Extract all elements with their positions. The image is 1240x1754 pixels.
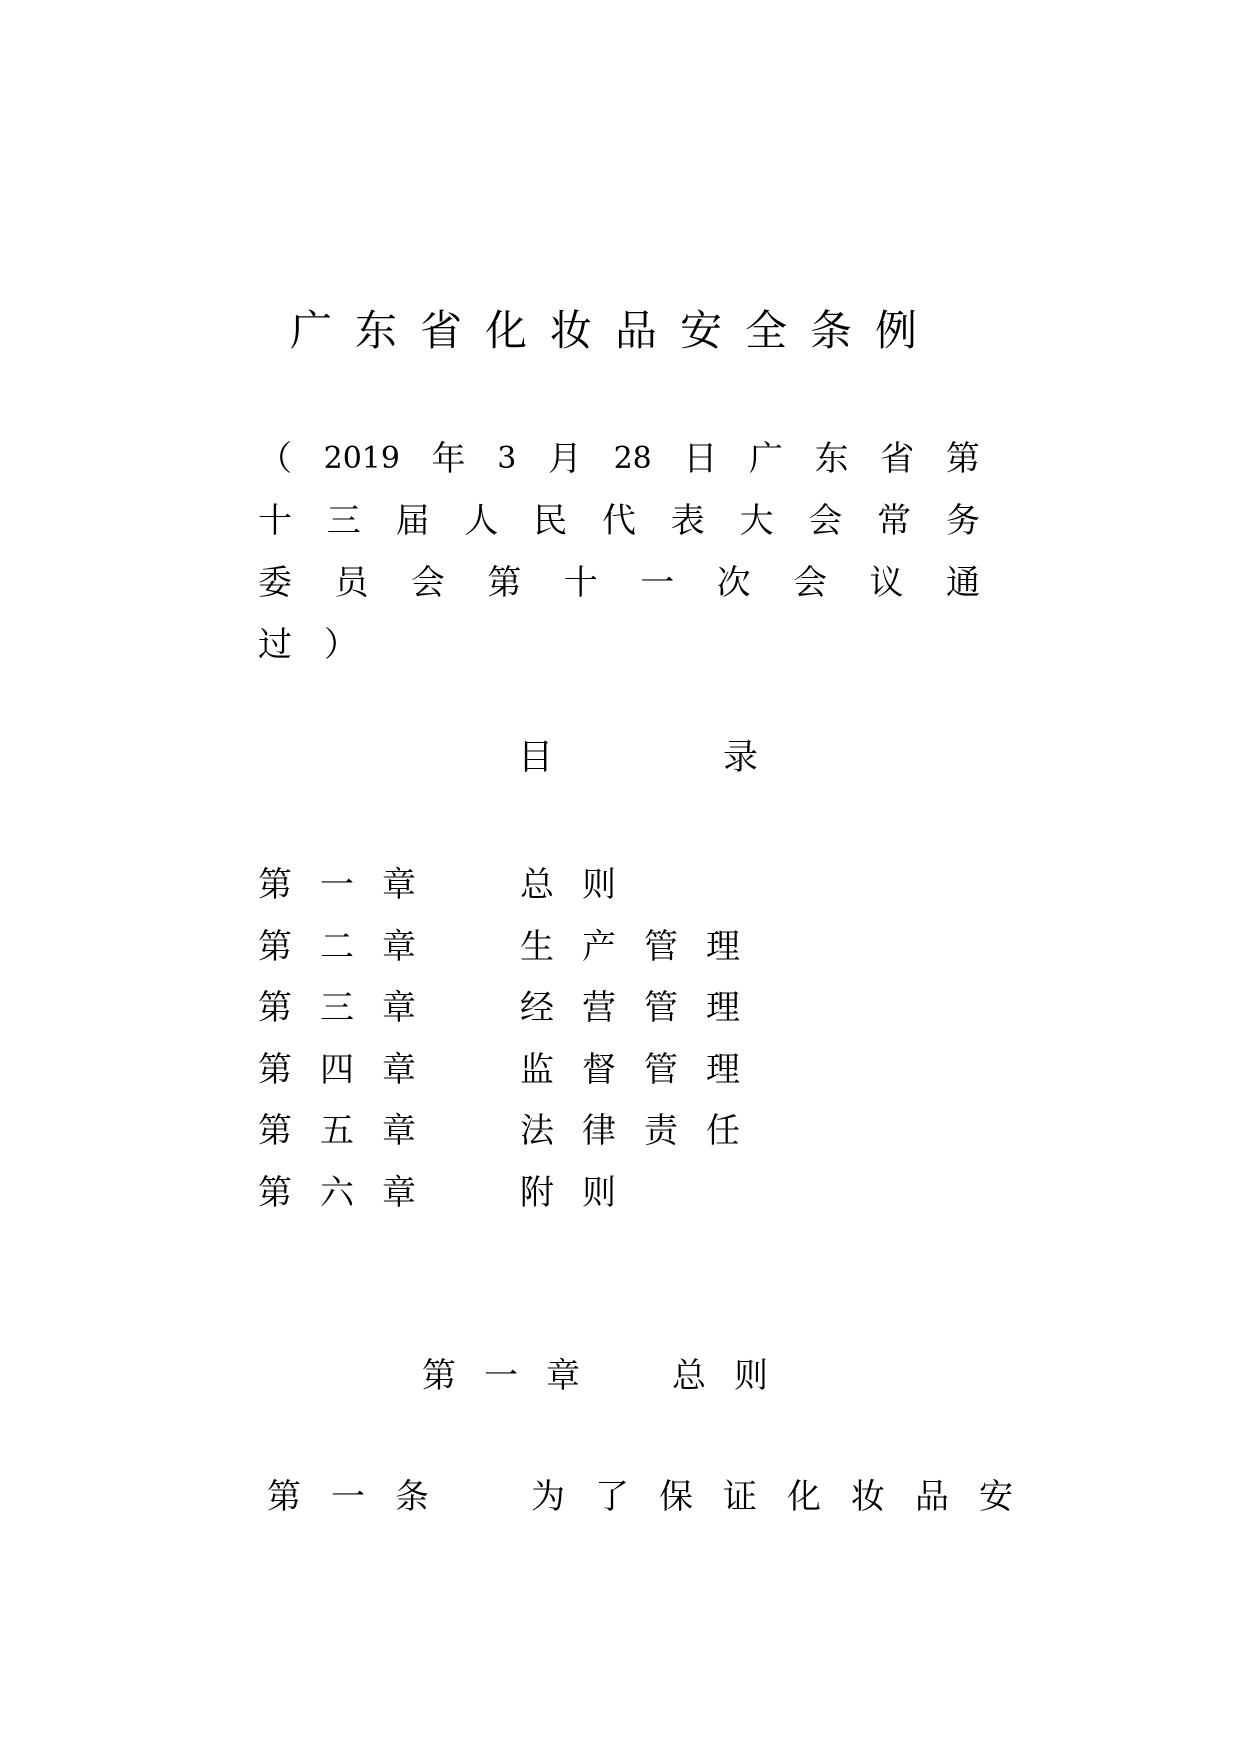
adoption-note-token: 次 [716,563,751,603]
toc-chapter-title: 经营管理 [520,988,768,1028]
adoption-note-token: 表 [670,501,705,541]
toc-chapter-number: 第一章 [258,865,444,905]
toc-chapter-number: 第三章 [258,988,444,1028]
adoption-note-token: 十 [563,563,598,603]
toc-chapter-number: 第四章 [258,1049,444,1090]
adoption-note-token: 三 [326,501,361,541]
chapter-title: 总则 [672,1356,796,1396]
toc-heading [518,733,758,783]
adoption-note-token: 2019 [323,441,400,476]
toc-heading-char: 录 [722,738,758,778]
adoption-note-line-2 [258,490,980,552]
document-title: 广东省化妆品安全条例 [290,306,941,355]
adoption-note-token: 会 [410,563,445,603]
adoption-note-token: 人 [464,501,499,541]
adoption-note-token: 务 [945,501,980,541]
adoption-note-token: 第 [945,439,980,479]
toc-item [258,1101,778,1163]
toc-chapter-number: 第二章 [258,926,444,967]
toc-chapter-title: 生产管理 [520,926,768,967]
adoption-note-token: 第 [487,563,522,603]
adoption-note-token: 民 [533,501,568,541]
adoption-note-token: 会 [808,501,843,541]
chapter-heading [422,1350,796,1402]
article-number: 第一条 [267,1477,459,1517]
adoption-note-token: 月 [547,439,582,479]
toc-item [258,1040,778,1102]
adoption-note-token: 广 [749,439,784,479]
toc-chapter-title: 法律责任 [520,1111,768,1151]
adoption-note-token: 届 [395,501,430,541]
adoption-note-token: 议 [869,563,904,603]
adoption-note-token: 3 [497,441,517,476]
toc-chapter-number: 第五章 [258,1111,444,1151]
adoption-note-token: 通 [945,563,980,603]
toc-chapter-title: 总则 [520,865,644,905]
adoption-note-token: 28 [613,441,652,476]
toc-chapter-title: 附则 [520,1172,644,1213]
adoption-note-token: ） [324,625,358,665]
adoption-note-line-1 [258,428,980,490]
adoption-note-token: 常 [877,501,912,541]
adoption-note-line-4 [258,614,980,676]
adoption-note-token: 大 [739,501,774,541]
adoption-note [258,428,980,676]
toc-chapter-number: 第六章 [258,1172,444,1213]
adoption-note-line-3 [258,552,980,614]
adoption-note-token: （ [258,439,292,479]
adoption-note-token: 日 [683,439,718,479]
toc-item [258,855,778,917]
adoption-note-token: 东 [814,439,849,479]
adoption-note-token: 省 [880,439,915,479]
toc-chapter-title: 监督管理 [520,1049,768,1090]
toc-item [258,917,778,979]
toc-item [258,1163,778,1225]
adoption-note-token: 委 [258,563,292,603]
adoption-note-token: 年 [431,439,466,479]
table-of-contents [258,855,778,1224]
adoption-note-token: 过 [258,625,292,665]
article-1 [267,1466,1043,1528]
adoption-note-token: 会 [793,563,828,603]
adoption-note-token: 代 [601,501,636,541]
toc-heading-char: 目 [518,738,554,778]
article-text: 为了保证化妆品安 [531,1477,1043,1517]
toc-item [258,978,778,1040]
adoption-note-token: 十 [258,501,292,541]
adoption-note-token: 一 [640,563,675,603]
chapter-number: 第一章 [422,1356,608,1396]
adoption-note-token: 员 [334,563,369,603]
